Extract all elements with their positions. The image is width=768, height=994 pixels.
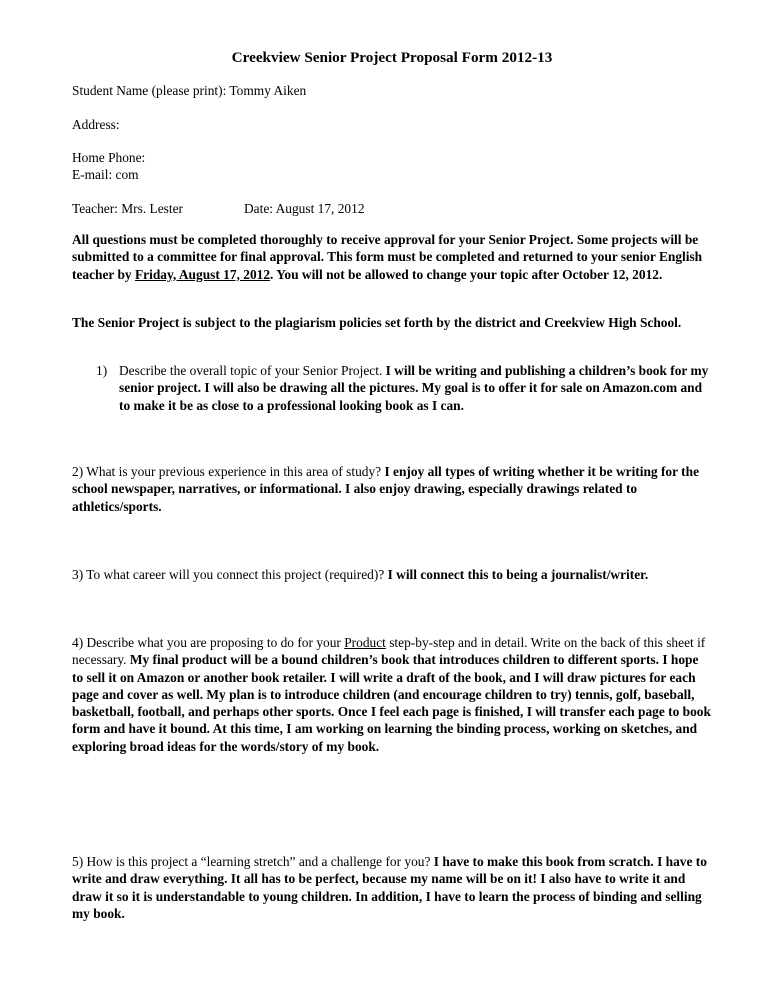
email-line: E-mail: com bbox=[72, 167, 139, 182]
question-5-answer: I have to make this book from scratch. I have to write and draw everything. It all has to be perfect, because my name will be on it! I also have to write it and draw it so it is understandable to young children. In addition, I have to learn the process of binding and selling my book. bbox=[72, 854, 707, 921]
teacher-line: Teacher: Mrs. Lester bbox=[72, 201, 183, 216]
question-1-text: Describe the overall topic of your Senior Project. bbox=[119, 363, 386, 378]
question-1-body bbox=[119, 362, 712, 414]
question-5-text: 5) How is this project a “learning stretch” and a challenge for you? bbox=[72, 854, 434, 869]
question-4-answer: My final product will be a bound children’s book that introduces children to different sports. I hope to sell it on Amazon or another book retailer. I will write a draft of the book, and I will draw pictures for each page and cover as well. My plan is to introduce children (and encourage children to try) tennis, golf, baseball, basketball, football, and perhaps other sports. Once I feel each page is finished, I will transfer each page to book form and have it bound. At this time, I am working on learning the binding process, working on sketches, and exploring broad ideas for the words/story of my book. bbox=[72, 652, 711, 754]
question-1-number: 1) bbox=[96, 363, 108, 378]
question-4-text-b: step-by-step and in detail. Write on the back of this sheet if necessary. bbox=[72, 635, 706, 668]
question-3 bbox=[72, 566, 712, 583]
page-title: Creekview Senior Project Proposal Form 2012-13 bbox=[231, 49, 553, 66]
question-2 bbox=[72, 463, 712, 515]
question-4-text-a: 4) Describe what you are proposing to do for your bbox=[72, 635, 345, 650]
home-phone-line: Home Phone: bbox=[72, 150, 146, 165]
deadline-date: Friday, August 17, 2012 bbox=[134, 266, 271, 282]
question-4-product: Product bbox=[344, 635, 386, 650]
question-2-text: 2) What is your previous experience in this area of study? bbox=[72, 464, 385, 479]
date-line: Date: August 17, 2012 bbox=[244, 201, 365, 216]
student-name-line: Student Name (please print): Tommy Aiken bbox=[72, 83, 307, 98]
instructions-text-b: . You will not be allowed to change your topic after October 12, 2012. bbox=[270, 266, 663, 282]
question-2-answer: I enjoy all types of writing whether it be writing for the school newspaper, narratives, or informational. I also enjoy drawing, especially drawings related to athletics/sports. bbox=[72, 464, 700, 514]
question-1-answer: I will be writing and publishing a children’s book for my senior project. I will also be drawing all the pictures. My goal is to offer it for sale on Amazon.com and to make it be as close to a professional looking book as I can. bbox=[119, 363, 709, 413]
instructions-text-a: All questions must be completed thoroughly to receive approval for your Senior Project. Some projects will be submitted to a committee for final approval. This form must be completed and returned to your senior English teacher by bbox=[72, 232, 703, 282]
question-5 bbox=[72, 853, 712, 922]
question-3-answer: I will connect this to being a journalist/writer. bbox=[387, 567, 649, 582]
plagiarism-paragraph: The Senior Project is subject to the plagiarism policies set forth by the district and Creekview High School. bbox=[72, 315, 682, 330]
instructions-paragraph bbox=[72, 231, 712, 283]
question-4 bbox=[72, 634, 712, 755]
address-line: Address: bbox=[72, 117, 120, 132]
question-3-text: 3) To what career will you connect this project (required)? bbox=[72, 567, 388, 582]
